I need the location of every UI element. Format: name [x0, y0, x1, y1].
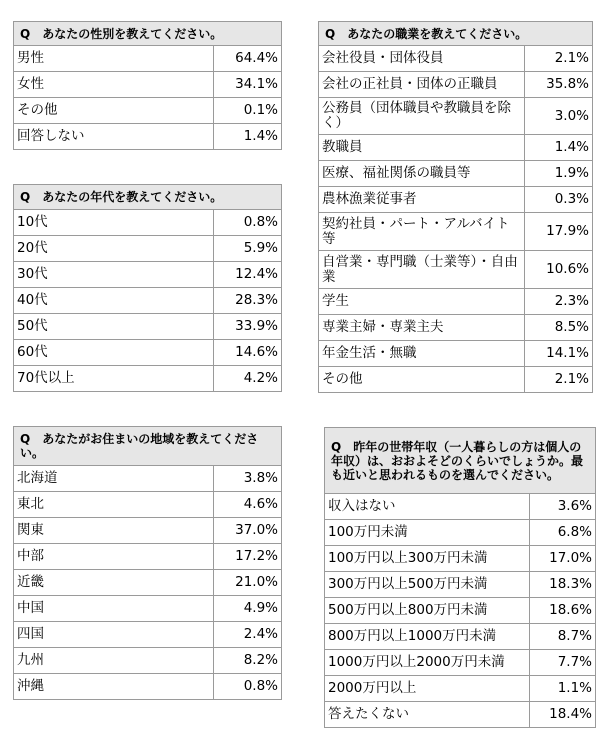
row-label: 2000万円以上: [325, 676, 530, 702]
row-label: 東北: [14, 492, 214, 518]
row-label: 近畿: [14, 570, 214, 596]
row-value: 17.2%: [214, 544, 282, 570]
row-label: 自営業・専門職（士業等）・自由業: [319, 251, 525, 289]
row-value: 0.8%: [214, 674, 282, 700]
row-label: 答えたくない: [325, 702, 530, 728]
row-label: 男性: [14, 46, 214, 72]
row-value: 0.3%: [525, 187, 593, 213]
row-value: 28.3%: [214, 288, 282, 314]
row-value: 33.9%: [214, 314, 282, 340]
row-label: 40代: [14, 288, 214, 314]
row-label: 中部: [14, 544, 214, 570]
row-value: 3.0%: [525, 98, 593, 135]
question-heading: Q あなたがお住まいの地域を教えてください。: [14, 427, 282, 466]
row-value: 2.4%: [214, 622, 282, 648]
row-label: 女性: [14, 72, 214, 98]
row-value: 4.2%: [214, 366, 282, 392]
row-label: 800万円以上1000万円未満: [325, 624, 530, 650]
row-value: 14.6%: [214, 340, 282, 366]
row-value: 1.4%: [214, 124, 282, 150]
row-label: 公務員（団体職員や教職員を除く）: [319, 98, 525, 135]
row-value: 21.0%: [214, 570, 282, 596]
row-label: 沖縄: [14, 674, 214, 700]
row-label: 教職員: [319, 135, 525, 161]
row-label: 四国: [14, 622, 214, 648]
question-heading: Q あなたの年代を教えてください。: [14, 185, 282, 210]
row-value: 4.9%: [214, 596, 282, 622]
income-table: [324, 427, 596, 728]
row-label: 年金生活・無職: [319, 341, 525, 367]
row-label: 農林漁業従事者: [319, 187, 525, 213]
question-heading: Q 昨年の世帯年収（一人暮らしの方は個人の年収）は、おおよそどのくらいでしょうか。最も近いと思われるものを選んでください。: [325, 428, 596, 494]
row-label: 50代: [14, 314, 214, 340]
gender-table: [13, 21, 282, 150]
row-value: 34.1%: [214, 72, 282, 98]
row-label: 契約社員・パート・アルバイト等: [319, 213, 525, 251]
row-value: 7.7%: [530, 650, 596, 676]
row-value: 10.6%: [525, 251, 593, 289]
row-value: 0.8%: [214, 210, 282, 236]
question-heading: Q あなたの性別を教えてください。: [14, 22, 282, 46]
row-label: 100万円未満: [325, 520, 530, 546]
row-value: 1.1%: [530, 676, 596, 702]
row-label: 九州: [14, 648, 214, 674]
row-label: 収入はない: [325, 494, 530, 520]
row-value: 2.1%: [525, 46, 593, 72]
row-value: 17.0%: [530, 546, 596, 572]
row-value: 0.1%: [214, 98, 282, 124]
question-heading: Q あなたの職業を教えてください。: [319, 22, 593, 46]
row-label: 関東: [14, 518, 214, 544]
row-label: 60代: [14, 340, 214, 366]
row-label: 中国: [14, 596, 214, 622]
row-label: その他: [319, 367, 525, 393]
row-value: 1.9%: [525, 161, 593, 187]
row-label: 20代: [14, 236, 214, 262]
row-label: 300万円以上500万円未満: [325, 572, 530, 598]
row-value: 2.1%: [525, 367, 593, 393]
row-label: 10代: [14, 210, 214, 236]
row-label: 専業主婦・専業主夫: [319, 315, 525, 341]
row-value: 12.4%: [214, 262, 282, 288]
row-label: 100万円以上300万円未満: [325, 546, 530, 572]
row-value: 37.0%: [214, 518, 282, 544]
row-label: その他: [14, 98, 214, 124]
row-label: 会社役員・団体役員: [319, 46, 525, 72]
row-label: 医療、福祉関係の職員等: [319, 161, 525, 187]
region-table: [13, 426, 282, 700]
row-value: 64.4%: [214, 46, 282, 72]
row-value: 8.5%: [525, 315, 593, 341]
row-label: 1000万円以上2000万円未満: [325, 650, 530, 676]
row-value: 8.7%: [530, 624, 596, 650]
row-value: 8.2%: [214, 648, 282, 674]
occupation-table: [318, 21, 593, 393]
row-label: 30代: [14, 262, 214, 288]
age-table: [13, 184, 282, 392]
row-value: 4.6%: [214, 492, 282, 518]
row-label: 500万円以上800万円未満: [325, 598, 530, 624]
row-label: 会社の正社員・団体の正職員: [319, 72, 525, 98]
row-value: 17.9%: [525, 213, 593, 251]
row-value: 1.4%: [525, 135, 593, 161]
row-value: 18.6%: [530, 598, 596, 624]
row-value: 3.6%: [530, 494, 596, 520]
row-label: 学生: [319, 289, 525, 315]
row-label: 北海道: [14, 466, 214, 492]
row-value: 35.8%: [525, 72, 593, 98]
row-value: 6.8%: [530, 520, 596, 546]
row-value: 18.4%: [530, 702, 596, 728]
row-value: 2.3%: [525, 289, 593, 315]
row-value: 14.1%: [525, 341, 593, 367]
row-value: 18.3%: [530, 572, 596, 598]
row-value: 3.8%: [214, 466, 282, 492]
row-value: 5.9%: [214, 236, 282, 262]
row-label: 70代以上: [14, 366, 214, 392]
row-label: 回答しない: [14, 124, 214, 150]
